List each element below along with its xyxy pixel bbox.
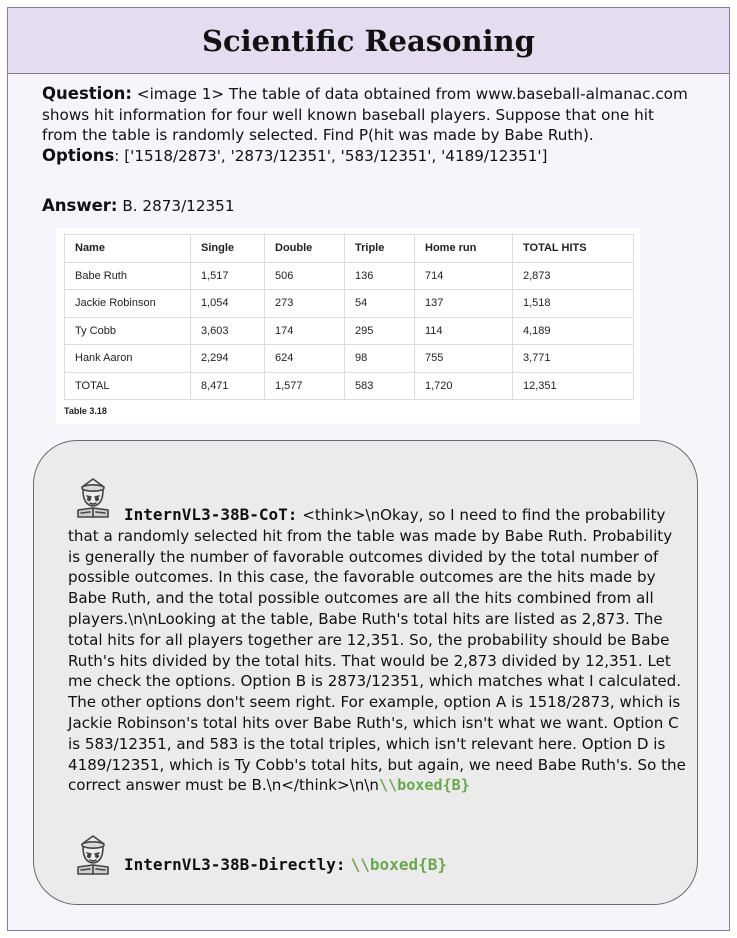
robot-avatar-icon	[68, 830, 118, 880]
table-cell: 8,471	[191, 372, 265, 400]
table-cell: 174	[265, 317, 345, 345]
table-cell: 98	[345, 345, 415, 373]
table-header-cell: Name	[65, 235, 191, 263]
table-image	[56, 228, 640, 424]
options-text: : ['1518/2873', '2873/12351', '583/12351', '4189/12351']	[114, 146, 548, 165]
table-cell: 54	[345, 290, 415, 318]
table-cell: 114	[415, 317, 513, 345]
table-header-cell: Single	[191, 235, 265, 263]
table-cell: 2,873	[513, 262, 634, 290]
table-cell: 2,294	[191, 345, 265, 373]
table-cell: 506	[265, 262, 345, 290]
table-header-cell: Double	[265, 235, 345, 263]
title-bar	[8, 8, 729, 74]
table-caption: Table 3.18	[64, 406, 107, 416]
answer-block	[42, 196, 235, 215]
page-title: Scientific Reasoning	[202, 23, 535, 58]
direct-boxed-answer: \\boxed{B}	[350, 855, 447, 874]
table-cell: 137	[415, 290, 513, 318]
cot-response	[68, 505, 688, 796]
answer-label: Answer:	[42, 196, 118, 215]
table-cell: 1,054	[191, 290, 265, 318]
table-cell: 624	[265, 345, 345, 373]
table-row	[65, 317, 634, 345]
table-cell: 1,577	[265, 372, 345, 400]
table-cell: 3,771	[513, 345, 634, 373]
table-cell: 136	[345, 262, 415, 290]
table-header-row	[65, 235, 634, 263]
table-cell: 12,351	[513, 372, 634, 400]
table-header-cell: Triple	[345, 235, 415, 263]
table-row	[65, 290, 634, 318]
table-cell: Jackie Robinson	[65, 290, 191, 318]
table-cell: 1,517	[191, 262, 265, 290]
options-label: Options	[42, 145, 115, 165]
table-cell: 4,189	[513, 317, 634, 345]
table-cell: 295	[345, 317, 415, 345]
table-cell: Hank Aaron	[65, 345, 191, 373]
direct-model-label: InternVL3-38B-Directly:	[124, 855, 346, 874]
table-cell: 273	[265, 290, 345, 318]
table-row	[65, 262, 634, 290]
table-cell: TOTAL	[65, 372, 191, 400]
cot-body: <think>\nOkay, so I need to find the probability that a randomly selected hit from the table was made by Babe Ruth. Probability is generally the number of favorable outcomes divided by the total number of possible outcomes. In this case, the favorable outcomes are the hits made by Babe Ruth, and the total possible outcomes are all the hits combined from all players.\n\nLooking at the table, Babe Ruth's total hits are listed as 2,873. The total hits for all players together are 12,351. So, the probability should be Babe Ruth's hits divided by the total hits. That would be 2,873 divided by 12,351. Let me check the options. Option B is 2873/12351, which matches what I calculated. The other options don't seem right. For example, option A is 1518/2873, which is Jackie Robinson's total hits over Babe Ruth's, which isn't what we want. Option C is 583/12351, and 583 is the total triples, which isn't relevant here. Option D is 4189/12351, which is Ty Cobb's total hits, but again, we need Babe Ruth's. So the correct answer must be B.\n</think>\n\n	[68, 506, 686, 795]
cot-boxed-answer: \\boxed{B}	[378, 776, 470, 795]
direct-response	[124, 855, 447, 874]
answer-text: B. 2873/12351	[122, 197, 235, 215]
hits-table	[64, 234, 634, 400]
table-cell: Babe Ruth	[65, 262, 191, 290]
table-cell: 714	[415, 262, 513, 290]
table-row	[65, 345, 634, 373]
table-cell: 583	[345, 372, 415, 400]
question-label: Question:	[42, 84, 133, 103]
table-cell: 755	[415, 345, 513, 373]
table-row	[65, 372, 634, 400]
table-header-cell: TOTAL HITS	[513, 235, 634, 263]
table-cell: Ty Cobb	[65, 317, 191, 345]
table-cell: 1,720	[415, 372, 513, 400]
table-header-cell: Home run	[415, 235, 513, 263]
question-block	[42, 84, 692, 166]
cot-model-label: InternVL3-38B-CoT:	[124, 505, 298, 524]
table-cell: 1,518	[513, 290, 634, 318]
question-text: <image 1> The table of data obtained from www.baseball-almanac.com shows hit information for four well known baseball players. Suppose that one hit from the table is randomly selected. Find P(hit was made by Babe Ruth).	[42, 85, 688, 144]
table-cell: 3,603	[191, 317, 265, 345]
